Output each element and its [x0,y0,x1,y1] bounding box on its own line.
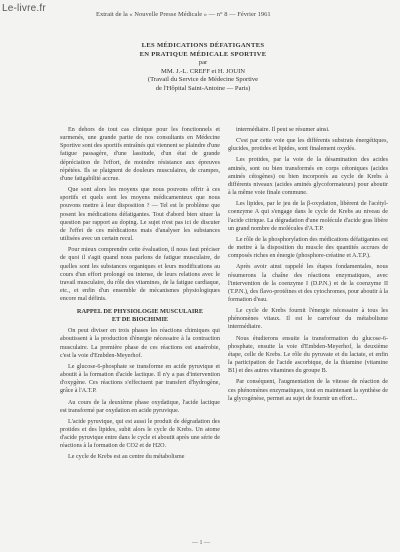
left-column [60,126,220,526]
right-paragraph: Après avoir ainsi rappelé les étapes fondamentales, nous résumerons la chaîne des réactions enzymatiques, avec l'intervention de la coenzyme I (D.P.N.) et de la coenzyme II (T.P.N.), des flavo-protéines et des cytochromes, pour aboutir à la formation d'eau. [228,264,388,303]
left-paragraph: Le glucose-6-phosphate se transforme en acide pyruvique et aboutit à la formation d'acide lactique. Il n'y a pas d'intervention d'oxygène. Ces réactions s'effectuent par transfert d'hydrogène, grâce à l'A.T.P. [60,363,220,395]
right-paragraph: Le cycle de Krebs fournit l'énergie nécessaire à tous les phénomènes vitaux. Il est le carrefour du métabolisme intermédiaire. [228,308,388,331]
right-paragraph: Nous étudierons ensuite la transformation du glucose-6-phosphate, ensuite la voie d'Embden-Meyerhof, la deuxième étape, celle de Krebs. Le rôle du pyruvate et du lactate, et enfin la participation de l'acide ascorbique, de la thiamine (vitamine B1) et des autres vitamines du groupe B. [228,335,388,375]
journal-header: Extrait de la « Nouvelle Presse Médicale » — n° 8 — Février 1961 [96,11,271,18]
right-paragraph: C'est par cette voie que les différents substrats énergétiques, glucides, protides et lipides, sont finalement oxydés. [228,138,388,153]
article-title-line1: LES MÉDICATIONS DÉFATIGANTES [141,42,265,49]
watermark-tag: Le-livre.fr [2,3,46,14]
article-title-block [104,42,302,94]
right-paragraph: Le rôle de la phosphorylation des médications défatigantes est de mettre à la disposition du muscle des quantités accrues de composés riches en énergie (phosphore-créatine et A.T.P.). [228,236,388,260]
article-authors: MM. J.-L. CREFF et H. JOUIN [160,67,246,75]
article-by: par [198,59,208,67]
section-heading [60,308,220,324]
left-paragraph: L'acide pyruvique, qui est aussi le produit de dégradation des protides et des lipides, subit alors le cycle de Krebs. Un atome d'acide pyruvique entre dans le cycle et aboutit après une série de réactions à la formation de CO2 et de H2O. [60,418,220,450]
section-heading-line1: RAPPEL DE PHYSIOLOGIE MUSCULAIRE [76,308,204,316]
page-number: — 1 — [192,540,210,546]
right-paragraph: Par conséquent, l'augmentation de la vitesse de réaction de ces phénomènes enzymatiques, tout en maintenant la synthèse de la glycogénèse, permet au sujet de fournir un effort... [228,379,388,402]
right-paragraph: Les protides, par la voie de la désamination des acides aminés, sont ou bien transformés en corps cétoniques (acides aminés cétogènes) ou bien incorporés au cycle de Krebs à différents niveaux (acides aminés glycoformateurs) pour aboutir à la même voie finale commune. [228,157,388,197]
article-affiliation1: (Travail du Service de Médecine Sportive [147,76,259,84]
left-paragraph: Que sont alors les moyens que nous pouvons offrir à ces sportifs et quels sont les moyens médicamenteux que nous pouvons mettre à leur disposition ? — Tel est le problème que posent les médications défatigantes. Tout d'abord bien situer la question par rapport au doping. Le sujet n'est pas ici de discuter de l'effet de ces médications mais d'analyser les substances utilisées avec un certain recul. [60,187,220,243]
left-paragraph: Pour mieux comprendre cette évaluation, il nous faut préciser de quoi il s'agit quand nous parlons de fatigue musculaire, de quelles sont les substances organiques et leurs modifications au cours d'un effort prolongé ou intense, de leurs relations avec le travail musculaire, du rôle des vitamines, de la fatigue cardiaque, etc., et enfin d'un ensemble de mécanismes physiologiques encore mal définis. [60,247,220,303]
article-title-line2: EN PRATIQUE MÉDICALE SPORTIVE [139,50,267,58]
left-paragraph: Au cours de la deuxième phase oxydatique, l'acide lactique est transformé par oxydation en acide pyruvique. [60,399,220,414]
right-column [228,126,388,536]
right-paragraph: Les lipides, par le jeu de la β-oxydation, libèrent de l'acétyl-coenzyme A qui s'engage dans le cycle de Krebs au niveau de l'acide citrique. La dégradation d'une molécule d'acide gras libère un grand nombre de molécules d'A.T.P. [228,201,388,232]
article-affiliation2: de l'Hôpital Saint-Antoine — Paris) [155,84,251,92]
right-paragraph: intermédiaire. Il peut se résumer ainsi. [236,127,330,133]
left-paragraph: Le cycle de Krebs est au centre du métabolisme [68,454,185,461]
section-heading-line2: ET DE BIOCHIMIE [111,316,169,324]
left-paragraph: On peut diviser en trois phases les réactions chimiques qui aboutissent à la production d'énergie nécessaire à la contraction musculaire. La première phase de ces réactions est anaérobie, c'est la voie d'Embden-Meyerhof. [60,328,220,359]
left-paragraph: En dehors de tout cas clinique pour les fonctionnels et surmenés, une grande partie de nos consultants en Médecine Sportive sont des sportifs entraînés qui viennent se plaindre d'une fatigue passagère, d'une lassitude, d'un état de grande dépréciation de l'effort, de moindre résistance aux épreuves répétées. Ils se plaignent de douleurs musculaires, de crampes, d'une fatigabilité accrue. [60,127,220,182]
